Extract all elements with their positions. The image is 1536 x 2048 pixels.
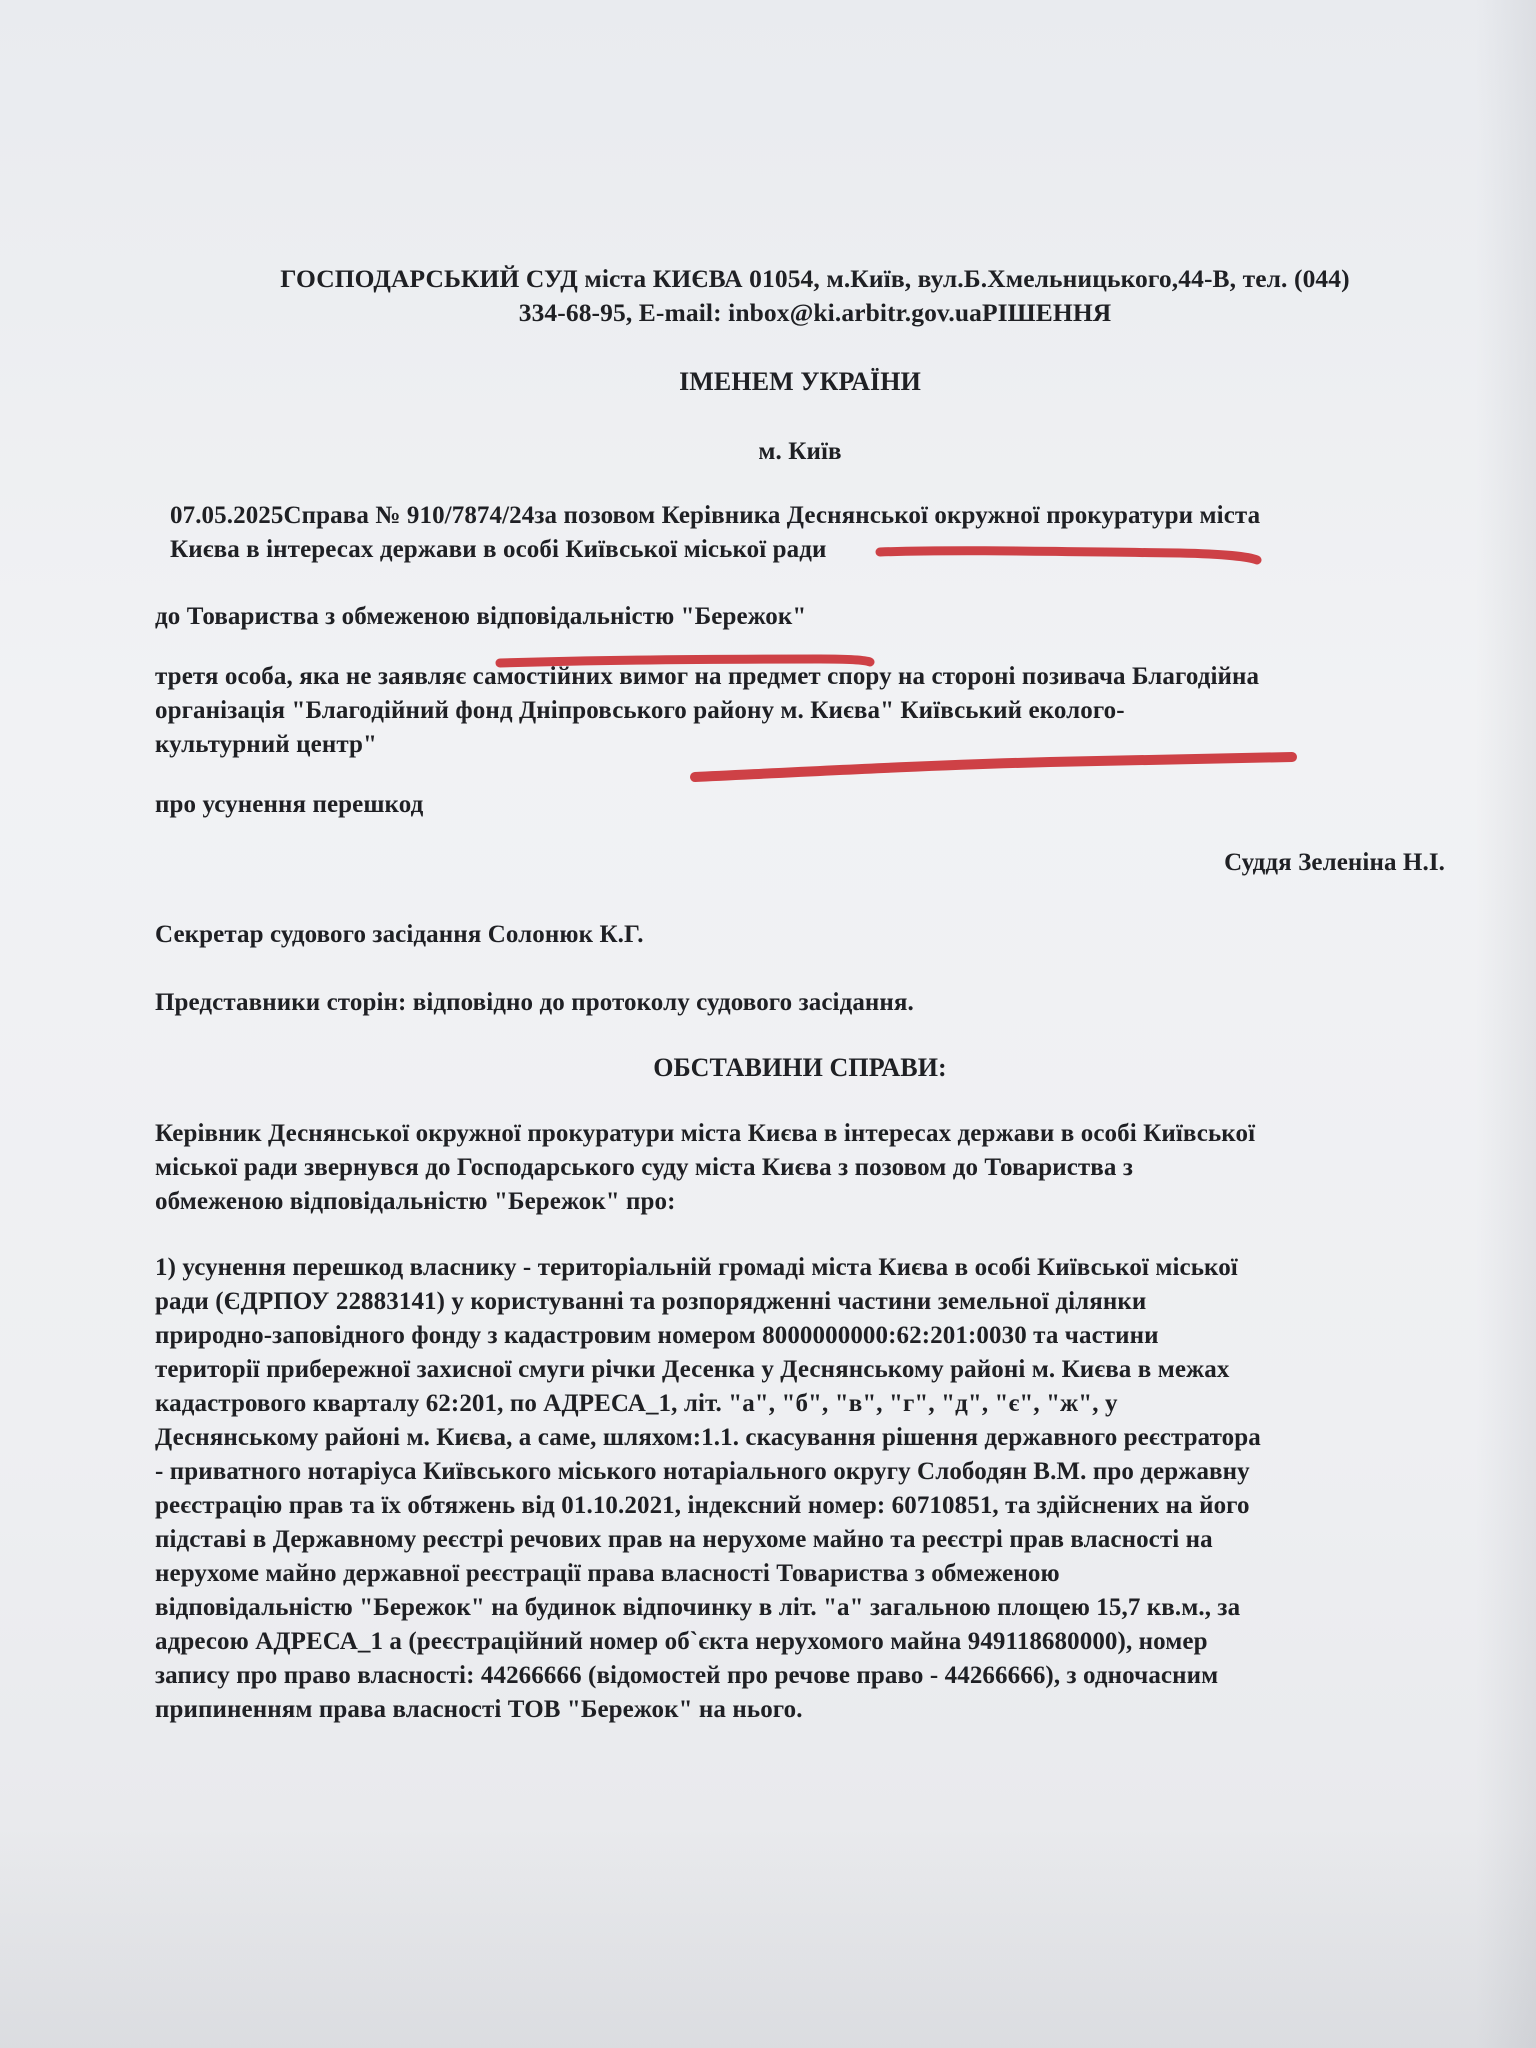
paper-shadow-right (1476, 0, 1536, 2048)
court-header: ГОСПОДАРСЬКИЙ СУД міста КИЄВА 01054, м.Київ, вул.Б.Хмельницького,44-В, тел. (044) 334-68-95, E-mail: inbox@ki.arbitr.gov.uaРІШЕННЯ (280, 264, 1350, 327)
city-line: м. Київ (758, 438, 842, 465)
in-the-name-of-ukraine-heading: ІМЕНЕМ УКРАЇНИ (679, 367, 921, 396)
case-number-line: 07.05.2025Справа № 910/7874/24за позовом Керівника Деснянської окружної прокуратури міста Києва в інтересах держави в особі Київської міської ради (170, 502, 1261, 563)
body-paragraph-1: Керівник Деснянської окружної прокуратури міста Києва в інтересах держави в особі Київської міської ради звернувся до Господарського суду міста Києва з позовом до Товариства з обмеженою відповідальністю "Бережок" про: (155, 1120, 1256, 1215)
body-paragraph-2: 1) усунення перешкод власнику - територіальній громаді міста Києва в особі Київської міської ради (ЄДРПОУ 22883141) у користуванні та розпорядженні частини земельної ділянки природно-заповідного фонду з кадастровим номером 8000000000:62:201:0030 та частини території прибережної захисної смуги річки Десенка у Деснянському районі м. Києва в межах кадастрового кварталу 62:201, по АДРЕСА_1, літ. "а", "б", "в", "г", "д", "є", "ж", у Деснянському районі м. Києва, а саме, шляхом:1.1. скасування рішення державного реєстратора - приватного нотаріуса Київського міського нотаріального округу Слободян В.М. про державну реєстрацію прав та їх обтяжень від 01.10.2021, індексний номер: 60710851, та здійснених на його підставі в Державному реєстрі речових прав на нерухоме майно та реєстрі прав власності на нерухоме майно державної реєстрації права власності Товариства з обмеженою відповідальністю "Бережок" на будинок відпочинку в літ. "а" загальною площею 15,7 кв.м., за адресою АДРЕСА_1 а (реєстраційний номер об`єкта нерухомого майна 949118680000), номер запису про право власності: 44266666 (відомостей про речове право - 44266666), з одночасним припиненням права власності ТОВ "Бережок" на нього. (155, 1254, 1261, 1723)
case-circumstances-heading: ОБСТАВИНИ СПРАВИ: (653, 1053, 947, 1082)
representatives-line: Представники сторін: відповідно до протоколу судового засідання. (155, 989, 914, 1016)
third-party-paragraph: третя особа, яка не заявляє самостійних вимог на предмет спору на стороні позивача Благодійна організація "Благодійний фонд Дніпровського району м. Києва" Київський еколого- культурний центр" (155, 663, 1260, 758)
defendant-line: до Товариства з обмеженою відповідальністю "Бережок" (155, 603, 807, 630)
secretary-line: Секретар судового засідання Солонюк К.Г. (155, 921, 644, 948)
court-decision-document (155, 262, 1445, 1727)
paper-shadow-bottom (0, 1828, 1536, 2048)
claim-subject-line: про усунення перешкод (155, 791, 424, 818)
judge-line: Суддя Зеленіна Н.І. (1224, 849, 1445, 876)
